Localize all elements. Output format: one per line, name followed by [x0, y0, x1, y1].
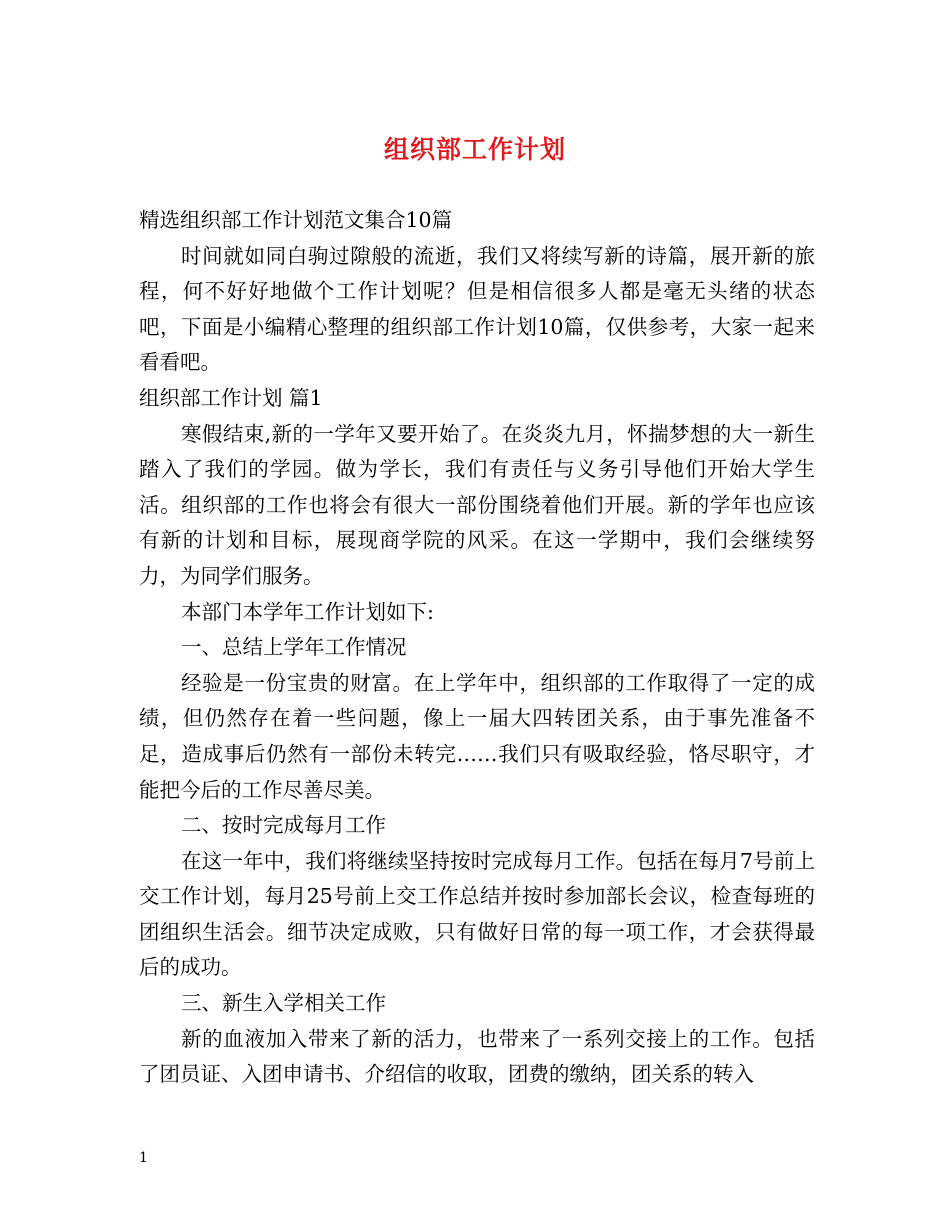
- document-title: 组织部工作计划: [383, 135, 566, 164]
- section-heading: 组织部工作计划 篇1: [139, 385, 323, 410]
- document-body: [139, 203, 815, 1093]
- subsection-heading: 三、新生入学相关工作: [181, 991, 386, 1016]
- paragraph: 时间就如同白驹过隙般的流逝，我们又将续写新的诗篇，展开新的旅程，何不好好地做个工作计划呢？但是相信很多人都是毫无头绪的状态吧，下面是小编精心整理的组织部工作计划10篇，仅供参考，大家一起来看看吧。: [139, 243, 815, 375]
- paragraph: 在这一年中，我们将继续坚持按时完成每月工作。包括在每月7号前上交工作计划，每月25号前上交工作总结并按时参加部长会议，检查每班的团组织生活会。细节决定成败，只有做好日常的每一项工作，才会获得最后的成功。: [139, 848, 815, 980]
- subsection-heading: 一、总结上学年工作情况: [181, 635, 407, 660]
- paragraph: 经验是一份宝贵的财富。在上学年中，组织部的工作取得了一定的成绩，但仍然存在着一些问题，像上一届大四转团关系，由于事先准备不足，造成事后仍然有一部份未转完……我们只有吸取经验，恪尽职守，才能把今后的工作尽善尽美。: [139, 670, 815, 802]
- page-number: 1: [139, 1150, 148, 1166]
- paragraph: 精选组织部工作计划范文集合10篇: [139, 208, 453, 232]
- paragraph: 本部门本学年工作计划如下:: [181, 599, 434, 624]
- subsection-heading: 二、按时完成每月工作: [181, 813, 386, 838]
- paragraph: 新的血液加入带来了新的活力，也带来了一系列交接上的工作。包括了团员证、入团申请书、介绍信的收取，团费的缴纳，团关系的转入: [139, 1026, 815, 1087]
- paragraph: 寒假结束,新的一学年又要开始了。在炎炎九月，怀揣梦想的大一新生踏入了我们的学园。做为学长，我们有责任与义务引导他们开始大学生活。组织部的工作也将会有很大一部份围绕着他们开展。新的学年也应该有新的计划和目标，展现商学院的风采。在这一学期中，我们会继续努力，为同学们服务。: [139, 421, 815, 588]
